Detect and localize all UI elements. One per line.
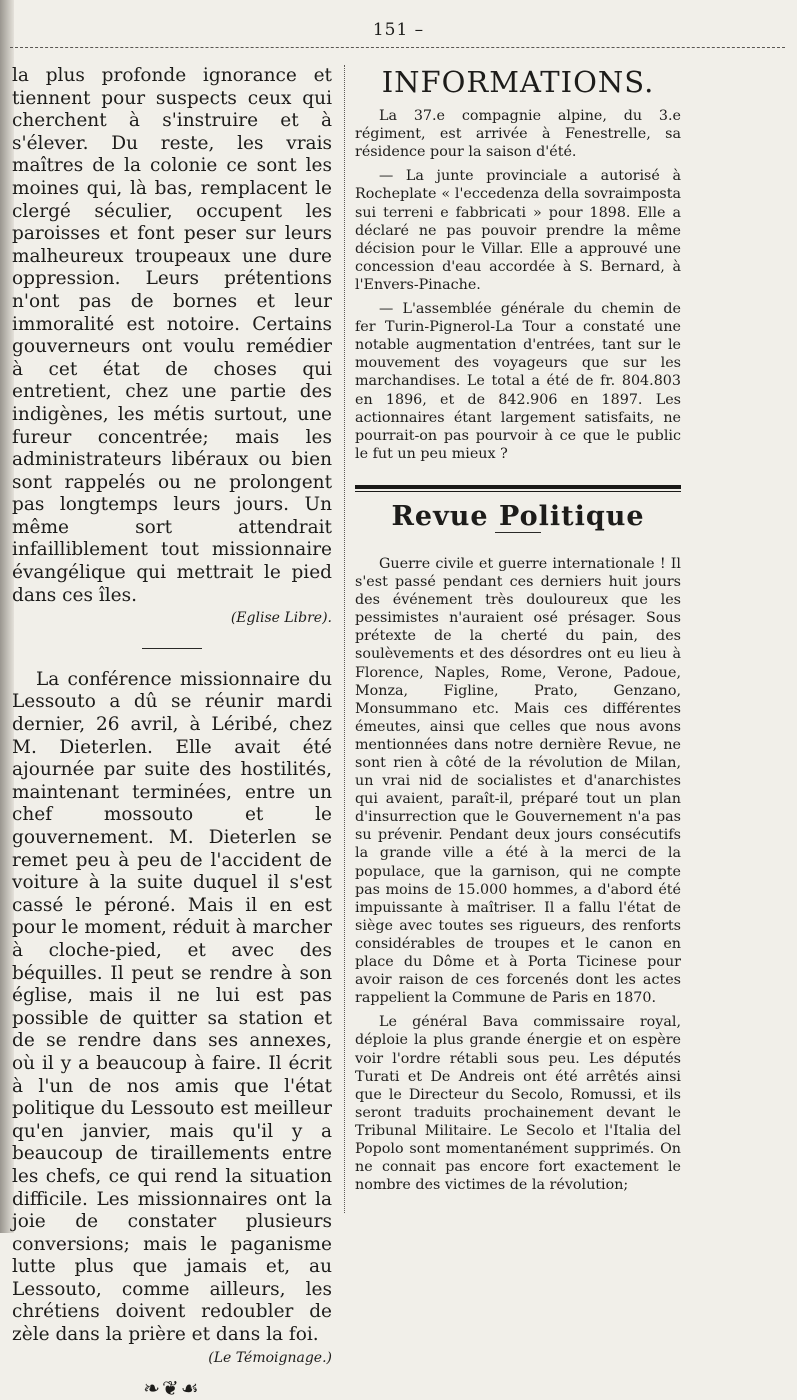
article-source: (Eglise Libre).	[230, 610, 332, 627]
article-source-2: (Le Témoignage.)	[208, 1349, 332, 1366]
revue-paragraph: Guerre civile et guerre internationale ! Il s'est passé pendant ces derniers huit jours des événement très douloureux que les pessimistes n'auraient osé présager. Sous prétexte de la cherté du pain, des soulèvements et des désordres ont eu lieu à Florence, Naples, Rome, Verone, Padoue, Monza, Figline, Prato, Genzano, Monsummano etc. Mais ces différentes émeutes, ainsi que celles que nous avons mentionnées dans notre dernière Revue, ne sont rien à côté de la révolution de Milan, un vrai nid de socialistes et d'anarchistes qui avaient, paraît-il, préparé tout un plan d'insurrection que le Gouvernement n'a pas su prévenir. Pendant deux jours consécutifs la grande ville a été à la merci de la populace, que la garnison, qui ne compte pas moins de 15.000 hommes, a d'abord été impuissante à maîtriser. Il a fallu l'état de siège avec toutes ses rigueurs, des renforts considérables de troupes et le canon en place du Dôme et à Porta Ticinese pour avoir raison de ces forcenés dont les actes rappelient la Commune de Paris en 1870.	[355, 555, 681, 1007]
heading-separator	[495, 532, 541, 533]
info-item: La 37.e compagnie alpine, du 3.e régiment, est arrivée à Fenestrelle, sa résidence pour la saison d'été.	[355, 108, 681, 161]
article-separator	[142, 648, 202, 649]
left-column	[12, 65, 332, 1400]
info-item: — L'assemblée générale du chemin de fer Turin-Pignerol-La Tour a constaté une notable augmentation d'entrées, tant sur le mouvement des voyageurs que sur les marchandises. Le total a été de fr. 804.803 en 1896, et de 842.906 en 1897. Les actionnaires étant largement satisfaits, ne pourrait-on pas pourvoir à ce que le public le fut un peu mieux ?	[355, 301, 681, 462]
lessouto-article: La conférence missionnaire du Lessouto a dû se réunir mardi dernier, 26 avril, à Léribé, chez M. Dieterlen. Elle avait été ajournée par suite des hostilités, maintenant terminées, entre un chef mossouto et le gouvernement. M. Dieterlen se remet peu à peu de l'accident de voiture à la suite duquel il s'est cassé le péroné. Mais il en est pour le moment, réduit à marcher à cloche-pied, et avec des béquilles. Il peut se rendre à son église, mais il ne lui est pas possible de quitter sa station et de se rendre dans ses annexes, où il y a beaucoup à faire. Il écrit à l'un de nos amis que l'état politique du Lessouto est meilleur qu'en janvier, mais qu'il y a beaucoup de tiraillements entre les chefs, ce qui rend la situation difficile. Les missionnaires ont la joie de constater plusieurs conversions; mais le paganisme lutte plus que jamais et, au Lessouto, comme ailleurs, les chrétiens doivent redoubler de zèle dans la prière et dans la foi.	[12, 668, 332, 1346]
article-continuation: la plus profonde ignorance et tiennent pour suspects ceux qui cherchent à s'instruire et à s'élever. Du reste, les vrais maîtres de la colonie ce sont les moines qui, là bas, remplacent le clergé séculier, occupent les paroisses et font peser sur leurs malheureux troupeaux une dure oppression. Leurs prétentions n'ont pas de bornes et leur immoralité est notoire. Certains gouverneurs ont voulu remédier à cet état de choses qui entretient, chez une partie des indigènes, les métis surtout, une fureur concentrée; mais les administrateurs libéraux ou bien sont rappelés ou ne prolongent pas longtemps leurs jours. Un même sort attendrait infailliblement tout missionnaire évangélique qui mettrait le pied dans ces îles.	[12, 65, 332, 606]
info-item: — La junte provinciale a autorisé à Rocheplate « l'eccedenza della sovraimposta sui terreni e fabbricati » pour 1898. Elle a déclaré ne pas pouvoir prendre la même décision pour le Villar. Elle a approuvé une concession d'eau accordée à S. Bernard, à l'Envers-Pinache.	[355, 168, 681, 293]
ornament-icon: ❧❦☙	[143, 1376, 201, 1400]
section-thick-rule	[355, 485, 681, 489]
page-number: 151 –	[372, 20, 425, 40]
revue-paragraph: Le général Bava commissaire royal, déploie la plus grande énergie et on espère voir l'ordre rétabli sous peu. Les députés Turati et De Andreis ont été arrêtés ainsi que le Directeur du Secolo, Romussi, et ils seront traduits prochainement devant le Tribunal Militaire. Le Secolo et l'Italia del Popolo sont momentanément supprimés. On ne connait pas encore fort exactement le nombre des victimes de la révolution;	[355, 1014, 681, 1194]
header-rule	[10, 47, 785, 48]
revue-politique-heading: Revue Politique	[391, 500, 645, 532]
informations-heading: INFORMATIONS.	[381, 65, 655, 99]
column-divider	[344, 65, 345, 1213]
right-column	[355, 65, 681, 1200]
page-header	[0, 20, 797, 50]
section-thin-rule	[355, 491, 681, 492]
